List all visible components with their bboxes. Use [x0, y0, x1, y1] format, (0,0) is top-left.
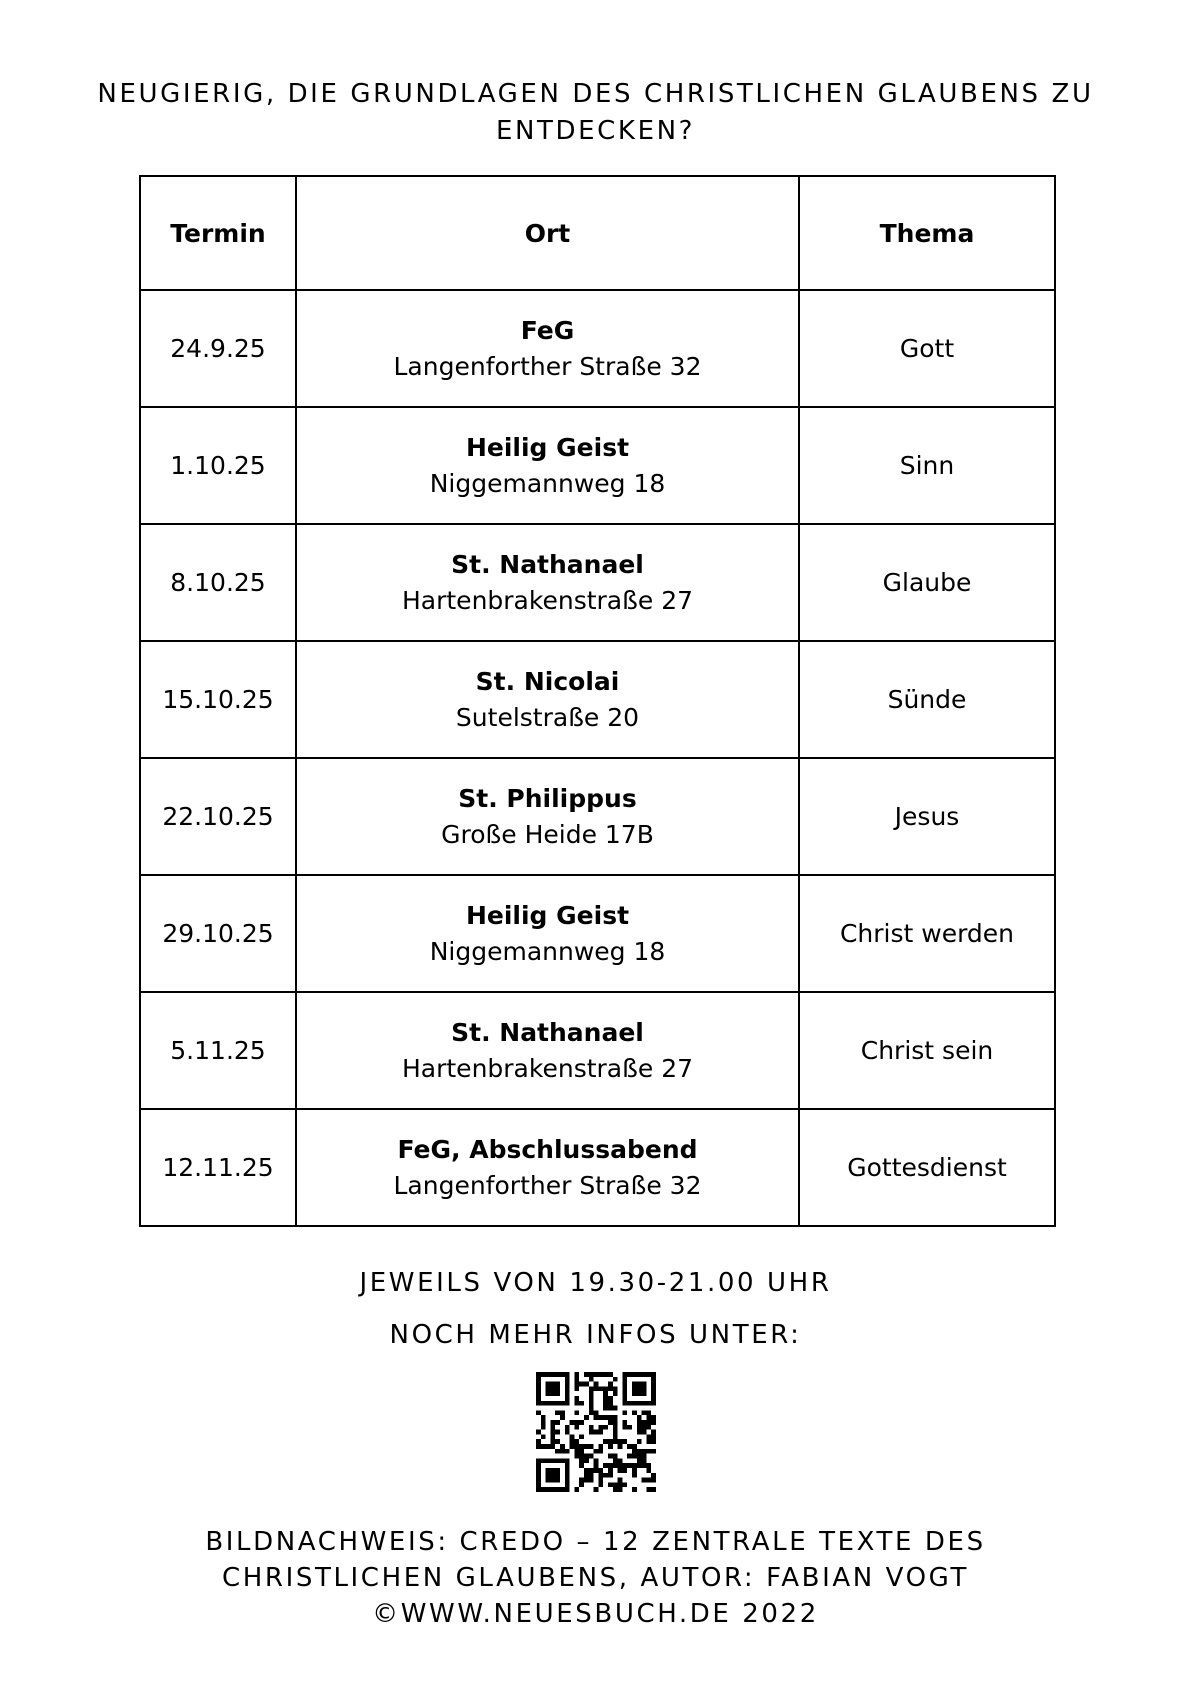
cell-date: 24.9.25 [140, 290, 296, 407]
cell-date: 12.11.25 [140, 1109, 296, 1226]
cell-place [296, 524, 799, 641]
place-name: St. Philippus [458, 783, 637, 813]
place-name: FeG, Abschlussabend [397, 1134, 698, 1164]
cell-topic: Gottesdienst [799, 1109, 1055, 1226]
place-address: Langenforther Straße 32 [393, 351, 702, 381]
cell-date: 5.11.25 [140, 992, 296, 1109]
table-row [140, 524, 1055, 641]
place-address: Hartenbrakenstraße 27 [401, 1053, 693, 1083]
cell-date: 29.10.25 [140, 875, 296, 992]
table-row [140, 992, 1055, 1109]
qr-code-icon[interactable] [536, 1372, 656, 1492]
page-headline: NEUGIERIG, DIE GRUNDLAGEN DES CHRISTLICHEN GLAUBENS ZU ENTDECKEN? [97, 79, 1094, 146]
more-info-label: NOCH MEHR INFOS UNTER: [389, 1320, 802, 1350]
header-termin: Termin [140, 176, 296, 290]
place-address: Große Heide 17B [441, 819, 654, 849]
cell-date: 22.10.25 [140, 758, 296, 875]
place-name: St. Nicolai [475, 666, 620, 696]
header-ort: Ort [296, 176, 799, 290]
time-info: JEWEILS VON 19.30-21.00 UHR [359, 1268, 832, 1298]
cell-place [296, 1109, 799, 1226]
cell-place [296, 290, 799, 407]
cell-date: 15.10.25 [140, 641, 296, 758]
cell-topic: Christ sein [799, 992, 1055, 1109]
cell-place [296, 992, 799, 1109]
table-row [140, 1109, 1055, 1226]
place-name: St. Nathanael [451, 1017, 644, 1047]
table-header-row [140, 176, 1055, 290]
cell-topic: Gott [799, 290, 1055, 407]
place-address: Niggemannweg 18 [429, 936, 666, 966]
cell-topic: Christ werden [799, 875, 1055, 992]
header-thema: Thema [799, 176, 1055, 290]
cell-date: 1.10.25 [140, 407, 296, 524]
table-row [140, 875, 1055, 992]
table-row [140, 407, 1055, 524]
cell-topic: Jesus [799, 758, 1055, 875]
place-name: St. Nathanael [451, 549, 644, 579]
place-address: Niggemannweg 18 [429, 468, 666, 498]
cell-place [296, 407, 799, 524]
table-row [140, 641, 1055, 758]
cell-topic: Sünde [799, 641, 1055, 758]
table-row [140, 290, 1055, 407]
place-name: FeG [520, 315, 575, 345]
place-name: Heilig Geist [465, 432, 630, 462]
table-row [140, 758, 1055, 875]
place-address: Hartenbrakenstraße 27 [401, 585, 693, 615]
cell-date: 8.10.25 [140, 524, 296, 641]
schedule-table [139, 175, 1056, 1227]
place-name: Heilig Geist [465, 900, 630, 930]
cell-place [296, 758, 799, 875]
place-address: Langenforther Straße 32 [393, 1170, 702, 1200]
cell-place [296, 641, 799, 758]
cell-topic: Glaube [799, 524, 1055, 641]
place-address: Sutelstraße 20 [455, 702, 640, 732]
image-credit: BILDNACHWEIS: CREDO – 12 ZENTRALE TEXTE DES CHRISTLICHEN GLAUBENS, AUTOR: FABIAN VOGT ©WWW.NEUESBUCH.DE 2022 [205, 1527, 986, 1629]
cell-topic: Sinn [799, 407, 1055, 524]
cell-place [296, 875, 799, 992]
